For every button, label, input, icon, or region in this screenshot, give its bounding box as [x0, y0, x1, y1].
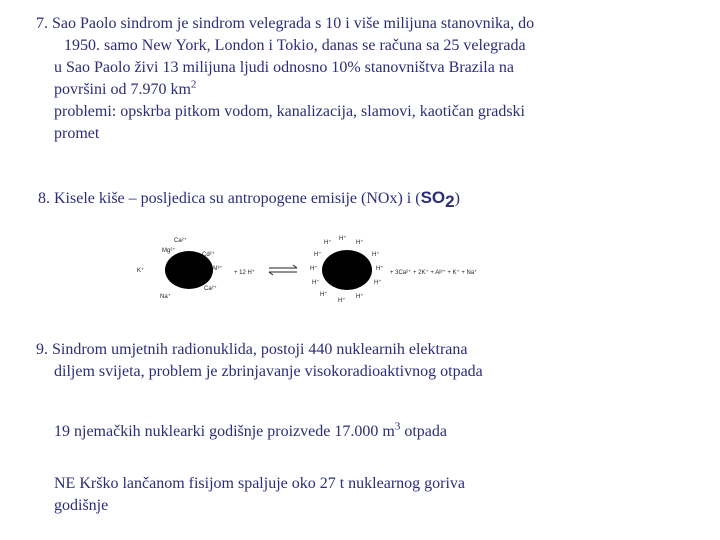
h-ion: H⁺ — [320, 292, 328, 298]
ion-label: Ca²⁺ — [174, 238, 187, 244]
ion-label: Cd²⁺ — [202, 252, 215, 258]
item-8-close: ) — [454, 190, 460, 207]
item-7-line-4 — [54, 79, 534, 101]
area-text: površini od 7.970 km — [54, 81, 191, 98]
ion-label: K⁺ — [137, 268, 145, 274]
h-ion: H⁺ — [376, 266, 384, 272]
germany-waste-paragraph — [54, 421, 447, 443]
item-7-line-6: promet — [54, 125, 100, 142]
h-ion: H⁺ — [310, 266, 318, 272]
item-7-line-1: 7. Sao Paolo sindrom je sindrom velegrada s 10 i više milijuna stanovnika, do — [36, 15, 535, 32]
h-ion: H⁺ — [314, 252, 322, 258]
h-ion: H⁺ — [356, 240, 364, 246]
acid-rain-ion-exchange-diagram — [134, 232, 518, 318]
so2-subscript: 2 — [445, 192, 455, 212]
ion-label: Ca²⁺ — [204, 286, 217, 292]
item-9-line-2: diljem svijeta, problem je zbrinjavanje visokoradioaktivnog otpada — [54, 363, 483, 380]
germany-tail: otpada — [400, 423, 447, 440]
krsko-paragraph — [54, 473, 465, 517]
krsko-line-1: NE Krško lančanom fisijom spaljuje oko 27 t nuklearnog goriva — [54, 475, 466, 492]
item-8-paragraph — [38, 187, 460, 210]
h-ion: H⁺ — [324, 240, 332, 246]
h-ion: H⁺ — [312, 280, 320, 286]
area-superscript: 2 — [190, 78, 197, 91]
so2-formula: SO — [420, 188, 446, 207]
h-ion: H⁺ — [338, 298, 346, 304]
germany-text: 19 njemačkih nuklearki godišnje proizvede 17.000 m — [54, 423, 395, 440]
released-cations: + 3Ca²⁺ + 2K⁺ + Al³⁺ + K⁺ + Na⁺ — [390, 270, 478, 276]
item-7-line-3: u Sao Paolo živi 13 milijuna ljudi odnosno 10% stanovništva Brazila na — [54, 59, 514, 76]
ion-label: Na⁺ — [160, 294, 171, 300]
item-7-line-2: 1950. samo New York, London i Tokio, danas se računa sa 25 velegrada — [64, 37, 526, 54]
item-7-paragraph — [36, 13, 534, 145]
ion-label: Al³⁺ — [212, 266, 223, 272]
krsko-line-2: godišnje — [54, 497, 109, 514]
h-ion: H⁺ — [339, 236, 347, 242]
item-9-line-1: 9. Sindrom umjetnih radionuklida, postoji 440 nuklearnih elektrana — [36, 341, 468, 358]
item-7-line-5: problemi: opskrba pitkom vodom, kanalizacija, slamovi, kaotičan gradski — [54, 103, 525, 120]
ion-label: Mg²⁺ — [162, 248, 176, 254]
soil-particle-after — [322, 250, 372, 290]
h-ion: H⁺ — [356, 294, 364, 300]
item-9-paragraph — [36, 339, 483, 383]
h-ion: H⁺ — [372, 252, 380, 258]
item-8-text: 8. Kisele kiše – posljedica su antropogene emisije (NOx) i ( — [38, 190, 421, 207]
volume-superscript: 3 — [394, 420, 401, 433]
reactant-hydrogen: + 12 H⁺ — [234, 270, 256, 276]
h-ion: H⁺ — [374, 280, 382, 286]
